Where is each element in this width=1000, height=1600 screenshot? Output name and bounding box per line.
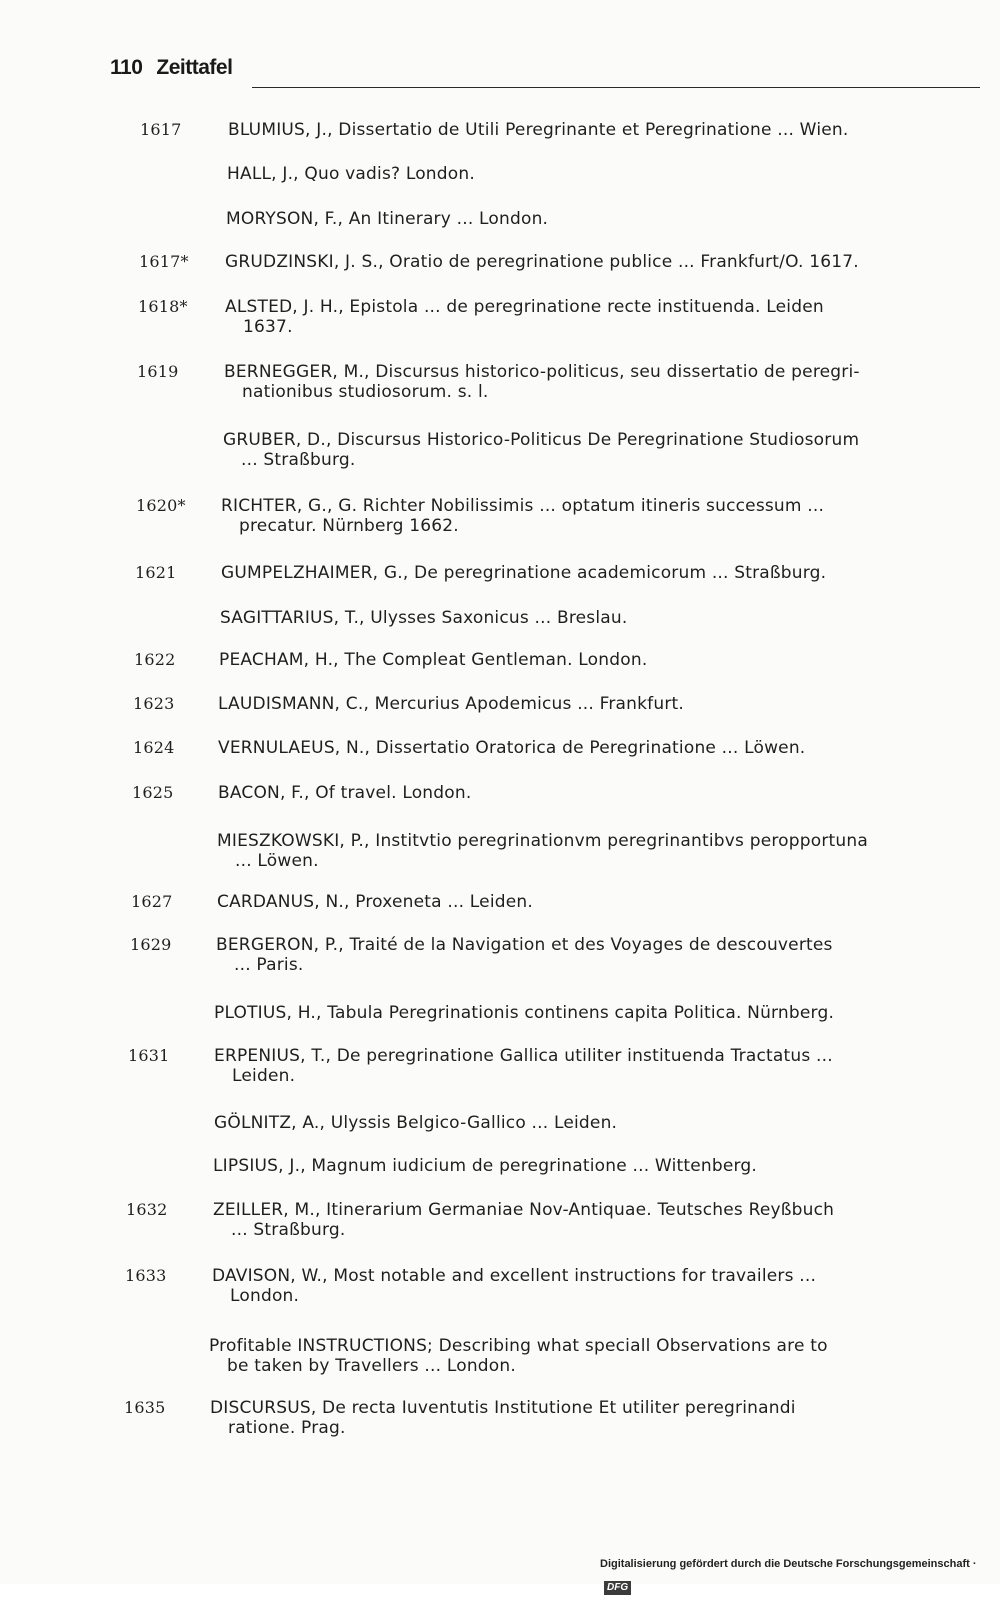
chronology-entry [124, 1398, 974, 1444]
entry-line: BLUMIUS, J., Dissertatio de Utili Peregrinante et Peregrinatione ... Wien. [228, 120, 849, 140]
chronology-entry [125, 1336, 975, 1382]
entry-line-continued: ratione. Prag. [228, 1418, 346, 1438]
entry-line: BERNEGGER, M., Discursus historico-politicus, seu dissertatio de peregri- [224, 362, 860, 382]
entry-line: GÖLNITZ, A., Ulyssis Belgico-Gallico ... Leiden. [214, 1113, 618, 1133]
entry-line: BACON, F., Of travel. London. [218, 783, 472, 803]
entry-year: 1617 [140, 120, 182, 139]
dfg-logo: DFG [604, 1581, 631, 1595]
entry-text [214, 1003, 974, 1023]
entry-text [225, 297, 985, 337]
entry-line: LAUDISMANN, C., Mercurius Apodemicus ... Frankfurt. [218, 694, 684, 714]
entry-line: SAGITTARIUS, T., Ulysses Saxonicus ... Breslau. [220, 608, 628, 628]
chronology-entry [128, 1046, 978, 1092]
entry-line: HALL, J., Quo vadis? London. [227, 164, 475, 184]
entry-year: 1629 [130, 935, 172, 954]
entry-year: 1627 [131, 892, 173, 911]
page-number: 110 [110, 56, 143, 79]
entry-line: CARDANUS, N., Proxeneta ... Leiden. [217, 892, 533, 912]
entry-text [218, 738, 978, 758]
entry-line-continued: 1637. [243, 317, 293, 337]
entry-year: 1619 [137, 362, 179, 381]
chronology-entry [128, 1156, 978, 1186]
entry-text [225, 252, 995, 272]
entry-text [226, 209, 986, 229]
digitization-credit [600, 1552, 992, 1594]
chronology-entry [132, 783, 982, 813]
entry-year: 1635 [124, 1398, 166, 1417]
chronology-entry [134, 650, 984, 680]
entry-text [221, 496, 981, 536]
entry-year: 1632 [126, 1200, 168, 1219]
entry-line: RICHTER, G., G. Richter Nobilissimis ... optatum itineris successum ... [221, 496, 825, 516]
chronology-entry [133, 694, 983, 724]
entry-text [216, 935, 976, 975]
entry-year: 1625 [132, 783, 174, 802]
chronology-entry [137, 362, 987, 408]
entry-line: DAVISON, W., Most notable and excellent instructions for travailers ... [212, 1266, 817, 1286]
chronology-entry [133, 738, 983, 768]
chronology-entry [136, 496, 986, 542]
entry-text [221, 563, 981, 583]
entry-text [210, 1398, 970, 1438]
entry-year: 1618* [138, 297, 188, 316]
entry-line: VERNULAEUS, N., Dissertatio Oratorica de Peregrinatione ... Löwen. [218, 738, 806, 758]
entry-line-continued: London. [230, 1286, 300, 1306]
entry-text [218, 783, 978, 803]
entry-line: MORYSON, F., An Itinerary ... London. [226, 209, 549, 229]
entry-line-continued: ... Paris. [234, 955, 304, 975]
entry-line: PEACHAM, H., The Compleat Gentleman. London. [219, 650, 648, 670]
entry-year: 1623 [133, 694, 175, 713]
entry-year: 1617* [139, 252, 189, 271]
entry-line: MIESZKOWSKI, P., Institvtio peregrinationvm peregrinantibvs peropportuna [217, 831, 868, 851]
entry-text [212, 1266, 972, 1306]
entry-line: ZEILLER, M., Itinerarium Germaniae Nov-Antiquae. Teutsches Reyßbuch [213, 1200, 835, 1220]
entry-year: 1624 [133, 738, 175, 757]
entry-line: DISCURSUS, De recta Iuventutis Institutione Et utiliter peregrinandi [210, 1398, 796, 1418]
chronology-entry [140, 164, 990, 194]
entry-line-continued: ... Straßburg. [231, 1220, 346, 1240]
entry-text [213, 1156, 973, 1176]
entry-line-continued: ... Straßburg. [241, 450, 356, 470]
entry-text [219, 650, 979, 670]
header-rule [252, 87, 980, 88]
entry-text [209, 1336, 969, 1376]
entry-year: 1631 [128, 1046, 170, 1065]
entry-line: GRUBER, D., Discursus Historico-Politicus De Peregrinatione Studiosorum [223, 430, 860, 450]
chronology-entry [140, 120, 990, 166]
entry-year: 1620* [136, 496, 186, 515]
chronology-entry [130, 1003, 980, 1033]
entry-line: BERGERON, P., Traité de la Navigation et des Voyages de descouvertes [216, 935, 833, 955]
entry-text [227, 164, 987, 184]
entry-text [217, 892, 977, 912]
page-header [110, 56, 980, 92]
entry-line: PLOTIUS, H., Tabula Peregrinationis continens capita Politica. Nürnberg. [214, 1003, 835, 1023]
entry-text [214, 1113, 974, 1133]
chronology-entry [140, 209, 990, 239]
entry-text [217, 831, 977, 871]
entry-line: GUMPELZHAIMER, G., De peregrinatione academicorum ... Straßburg. [221, 563, 827, 583]
chronology-entry [128, 1113, 978, 1143]
chronology-entry [126, 1200, 976, 1246]
chronology-entry [130, 935, 980, 981]
entry-line: LIPSIUS, J., Magnum iudicium de peregrinatione ... Wittenberg. [213, 1156, 757, 1176]
entry-line-continued: nationibus studiosorum. s. l. [242, 382, 489, 402]
page-title: Zeittafel [156, 56, 233, 79]
chronology-entry [138, 297, 988, 343]
entry-year: 1621 [135, 563, 177, 582]
entry-line: ALSTED, J. H., Epistola ... de peregrinatione recte instituenda. Leiden [225, 297, 824, 317]
entry-text [228, 120, 988, 140]
entry-text [213, 1200, 973, 1240]
entry-text [214, 1046, 974, 1086]
entry-text [220, 608, 980, 628]
chronology-entry [125, 1266, 975, 1312]
entry-text [223, 430, 983, 470]
entry-text [224, 362, 984, 402]
entry-line: GRUDZINSKI, J. S., Oratio de peregrinatione publice ... Frankfurt/O. 1617. [225, 252, 859, 272]
entry-line-continued: ... Löwen. [235, 851, 319, 871]
chronology-entry [135, 563, 985, 593]
chronology-entry [139, 252, 994, 282]
entry-line-continued: be taken by Travellers ... London. [227, 1356, 516, 1376]
credit-text: Digitalisierung gefördert durch die Deutsche Forschungsgemeinschaft · [600, 1558, 977, 1570]
chronology-entry [131, 892, 981, 922]
chronology-entry [132, 831, 982, 877]
entry-line-continued: Leiden. [232, 1066, 296, 1086]
chronology-entry [135, 608, 985, 638]
chronology-entry [137, 430, 987, 476]
entry-line: Profitable INSTRUCTIONS; Describing what speciall Observations are to [209, 1336, 828, 1356]
entry-line: ERPENIUS, T., De peregrinatione Gallica utiliter instituenda Tractatus ... [214, 1046, 833, 1066]
entry-year: 1633 [125, 1266, 167, 1285]
entry-line-continued: precatur. Nürnberg 1662. [239, 516, 459, 536]
entry-text [218, 694, 978, 714]
entry-year: 1622 [134, 650, 176, 669]
